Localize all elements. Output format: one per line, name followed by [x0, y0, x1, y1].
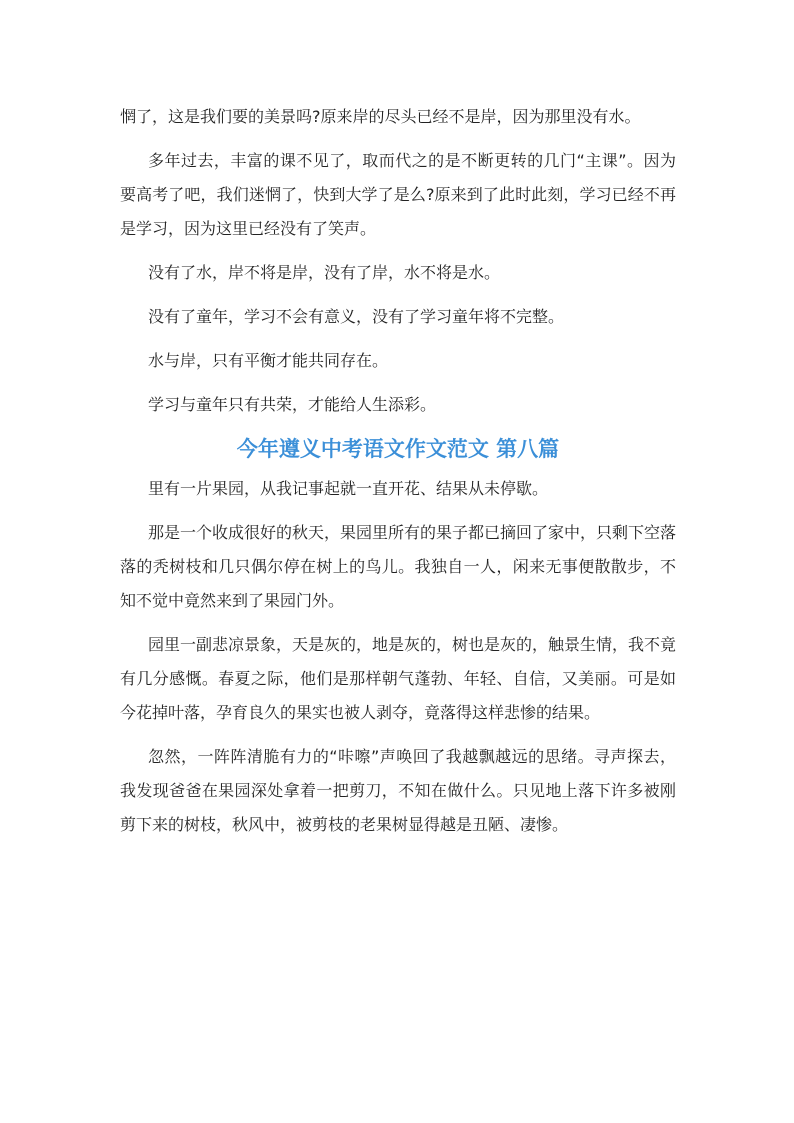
- section-heading: 今年遵义中考语文作文范文 第八篇: [236, 437, 560, 461]
- paragraph-8: 那是一个收成很好的秋天，果园里所有的果子都已摘回了家中，只剩下空落落的秃树枝和几只偶尔停在树上的鸟儿。我独自一人，闲来无事便散散步，不知不觉中竟然来到了果园门外。: [120, 523, 677, 610]
- paragraph-5: 水与岸，只有平衡才能共同存在。: [148, 351, 389, 370]
- document-page: [120, 100, 676, 852]
- paragraph-9: 园里一副悲凉景象，天是灰的，地是灰的，树也是灰的，触景生情，我不竟有几分感慨。春夏之际，他们是那样朝气蓬勃、年轻、自信，又美丽。可是如今花掉叶落，孕育良久的果实也被人剥夺，竟落得这样悲惨的结果。: [120, 635, 677, 722]
- paragraph-2: 多年过去，丰富的课不见了，取而代之的是不断更转的几门“主课”。因为要高考了吧，我们迷惘了，快到大学了是么?原来到了此时此刻，学习已经不再是学习，因为这里已经没有了笑声。: [120, 151, 676, 238]
- paragraph-6: 学习与童年只有共荣，才能给人生添彩。: [148, 395, 437, 414]
- paragraph-1: 惘了，这是我们要的美景吗?原来岸的尽头已经不是岸，因为那里没有水。: [120, 107, 641, 126]
- paragraph-4: 没有了童年，学习不会有意义，没有了学习童年将不完整。: [148, 307, 565, 326]
- paragraph-10: 忽然，一阵阵清脆有力的“咔嚓”声唤回了我越飘越远的思绪。寻声探去，我发现爸爸在果园深处拿着一把剪刀，不知在做什么。只见地上落下许多被刚剪下来的树枝，秋风中，被剪枝的老果树显得越是丑陋、凄惨。: [120, 747, 676, 834]
- paragraph-3: 没有了水，岸不将是岸，没有了岸，水不将是水。: [148, 263, 501, 282]
- paragraph-7: 里有一片果园，从我记事起就一直开花、结果从未停歇。: [148, 479, 549, 498]
